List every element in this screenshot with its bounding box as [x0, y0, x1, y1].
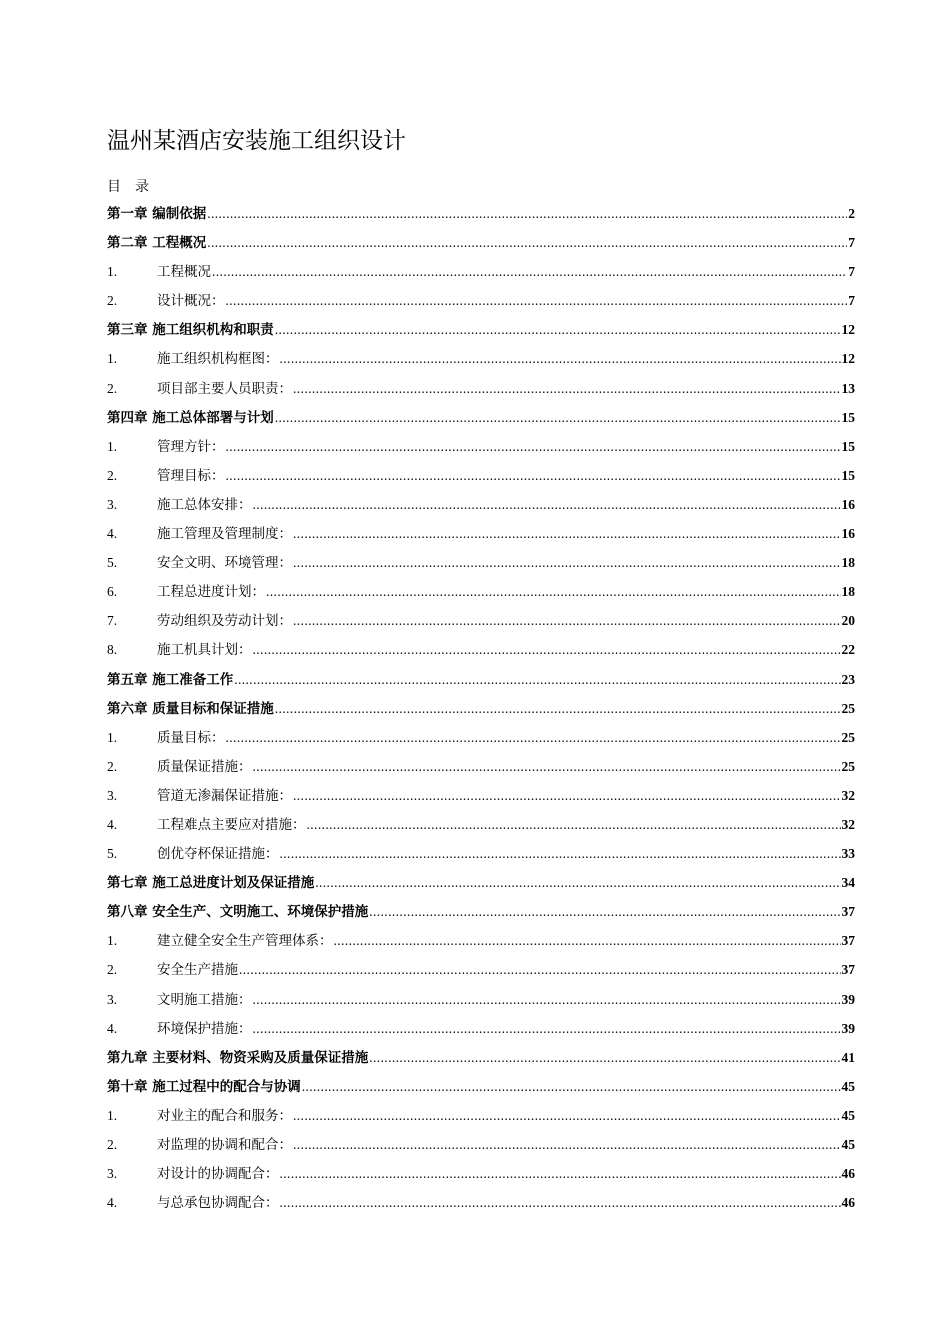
toc-entry-page-number: 45: [841, 1137, 855, 1152]
toc-dot-leader: [275, 403, 841, 432]
toc-entry-page-number: 32: [841, 787, 855, 803]
toc-entry-number: 2.: [107, 962, 118, 978]
toc-section-entry[interactable]: [107, 548, 855, 577]
toc-entry-label: 对业主的配合和服务：: [157, 1107, 292, 1124]
toc-section-entry[interactable]: [107, 1188, 855, 1217]
toc-entry-label: 管理目标：: [157, 467, 225, 484]
toc-entry-label: 安全生产措施: [157, 962, 238, 979]
toc-entry-number: 3.: [107, 787, 118, 803]
toc-chapter-entry[interactable]: [107, 199, 855, 228]
toc-section-entry[interactable]: [107, 577, 855, 606]
toc-entry-page-number: 12: [841, 322, 855, 338]
toc-section-entry[interactable]: [107, 461, 855, 490]
toc-dot-leader: [280, 1188, 841, 1217]
toc-section-entry[interactable]: [107, 723, 855, 752]
toc-section-entry[interactable]: [107, 635, 855, 664]
document-title: 温州某酒店安装施工组织设计: [107, 128, 406, 155]
toc-entry-page-number: 12: [841, 351, 855, 367]
toc-entry-page-number: 18: [841, 584, 855, 600]
toc-entry-page-number: 7: [848, 293, 855, 309]
toc-entry-number: 5.: [107, 846, 118, 862]
toc-entry-label: 工程概况: [157, 264, 211, 281]
toc-entry-page-number: 15: [841, 409, 855, 425]
toc-chapter-entry[interactable]: [107, 897, 855, 926]
toc-chapter-entry[interactable]: [107, 403, 855, 432]
toc-entry-number: 1.: [107, 351, 118, 367]
toc-entry-page-number: 45: [841, 1078, 855, 1094]
toc-section-entry[interactable]: [107, 286, 855, 315]
toc-dot-leader: [253, 1014, 841, 1043]
toc-dot-leader: [212, 257, 847, 286]
toc-dot-leader: [253, 635, 841, 664]
toc-dot-leader: [293, 606, 841, 635]
toc-entry-label: 项目部主要人员职责：: [157, 380, 292, 397]
toc-entry-number: 1.: [107, 438, 118, 454]
toc-entry-page-number: 15: [841, 467, 855, 483]
toc-dot-leader: [207, 199, 847, 228]
toc-dot-leader: [293, 1101, 841, 1130]
toc-entry-number: 1.: [107, 933, 118, 949]
toc-entry-label: 劳动组织及劳动计划：: [157, 613, 292, 630]
toc-entry-page-number: 37: [841, 962, 855, 978]
toc-entry-label: 第二章 工程概况: [107, 235, 207, 252]
toc-entry-page-number: 15: [841, 438, 855, 454]
toc-dot-leader: [293, 519, 841, 548]
toc-section-entry[interactable]: [107, 490, 855, 519]
toc-entry-number: 8.: [107, 642, 118, 658]
toc-entry-number: 3.: [107, 496, 118, 512]
toc-entry-label: 第十章 施工过程中的配合与协调: [107, 1078, 301, 1095]
toc-entry-label: 第六章 质量目标和保证措施: [107, 700, 274, 717]
toc-entry-label: 第三章 施工组织机构和职责: [107, 322, 274, 339]
toc-entry-page-number: 22: [841, 642, 855, 658]
toc-entry-page-number: 33: [841, 846, 855, 862]
toc-entry-label: 建立健全安全生产管理体系：: [157, 933, 333, 950]
toc-entry-label: 第五章 施工准备工作: [107, 671, 234, 688]
toc-section-entry[interactable]: [107, 519, 855, 548]
toc-dot-leader: [280, 344, 841, 373]
toc-dot-leader: [293, 374, 841, 403]
toc-dot-leader: [302, 1072, 841, 1101]
toc-dot-leader: [307, 810, 841, 839]
toc-section-entry[interactable]: [107, 781, 855, 810]
toc-entry-page-number: 37: [841, 933, 855, 949]
toc-entry-number: 1.: [107, 729, 118, 745]
toc-entry-page-number: 46: [841, 1195, 855, 1211]
toc-dot-leader: [275, 694, 841, 723]
toc-entry-page-number: 2: [848, 206, 855, 221]
toc-entry-number: 4.: [107, 1020, 118, 1036]
toc-entry-label: 第八章 安全生产、文明施工、环境保护措施: [107, 904, 369, 921]
toc-dot-leader: [369, 1043, 840, 1072]
toc-entry-page-number: 25: [841, 758, 855, 774]
toc-entry-label: 施工组织机构框图：: [157, 351, 279, 368]
toc-chapter-entry[interactable]: [107, 665, 855, 694]
toc-entry-label: 施工管理及管理制度：: [157, 526, 292, 543]
toc-entry-label: 第七章 施工总进度计划及保证措施: [107, 875, 315, 892]
toc-entry-page-number: 20: [841, 613, 855, 629]
toc-chapter-entry[interactable]: [107, 1072, 855, 1101]
toc-entry-label: 创优夺杯保证措施：: [157, 846, 279, 863]
toc-section-entry[interactable]: [107, 1130, 855, 1159]
toc-entry-label: 与总承包协调配合：: [157, 1195, 279, 1212]
toc-section-entry[interactable]: [107, 344, 855, 373]
toc-entry-page-number: 7: [848, 264, 855, 280]
toc-dot-leader: [253, 985, 841, 1014]
toc-entry-number: 2.: [107, 1137, 118, 1152]
toc-entry-page-number: 37: [841, 904, 855, 920]
toc-dot-leader: [280, 1159, 841, 1188]
toc-entry-page-number: 7: [848, 235, 855, 251]
toc-entry-page-number: 41: [841, 1049, 855, 1065]
toc-dot-leader: [253, 752, 841, 781]
toc-heading: 目 录: [107, 179, 149, 195]
toc-entry-number: 2.: [107, 758, 118, 774]
toc-entry-label: 工程难点主要应对措施：: [157, 816, 306, 833]
toc-entry-label: 文明施工措施：: [157, 991, 252, 1008]
toc-section-entry[interactable]: [107, 1159, 855, 1188]
toc-entry-number: 4.: [107, 816, 118, 832]
toc-dot-leader: [207, 228, 847, 257]
toc-section-entry[interactable]: [107, 955, 855, 984]
toc-dot-leader: [253, 490, 841, 519]
table-of-contents: [107, 199, 855, 1217]
toc-dot-leader: [293, 781, 841, 810]
toc-entry-page-number: 39: [841, 1020, 855, 1036]
toc-dot-leader: [280, 839, 841, 868]
toc-entry-label: 质量保证措施：: [157, 758, 252, 775]
toc-dot-leader: [226, 723, 841, 752]
toc-entry-number: 6.: [107, 584, 118, 600]
toc-section-entry[interactable]: [107, 810, 855, 839]
toc-entry-label: 第四章 施工总体部署与计划: [107, 409, 274, 426]
toc-entry-label: 质量目标：: [157, 729, 225, 746]
toc-section-entry[interactable]: [107, 1101, 855, 1130]
toc-section-entry[interactable]: [107, 606, 855, 635]
toc-entry-page-number: 45: [841, 1107, 855, 1123]
toc-entry-label: 施工机具计划：: [157, 642, 252, 659]
toc-dot-leader: [275, 315, 841, 344]
toc-entry-page-number: 39: [841, 991, 855, 1007]
toc-entry-page-number: 32: [841, 816, 855, 832]
toc-section-entry[interactable]: [107, 374, 855, 403]
toc-dot-leader: [226, 286, 848, 315]
toc-chapter-entry[interactable]: [107, 315, 855, 344]
toc-entry-label: 设计概况：: [157, 293, 225, 310]
toc-entry-number: 3.: [107, 1166, 118, 1182]
toc-section-entry[interactable]: [107, 752, 855, 781]
toc-entry-label: 对设计的协调配合：: [157, 1166, 279, 1183]
toc-entry-label: 管理方针：: [157, 438, 225, 455]
toc-section-entry[interactable]: [107, 839, 855, 868]
toc-entry-page-number: 13: [841, 380, 855, 396]
toc-entry-label: 对监理的协调和配合：: [157, 1137, 292, 1153]
toc-entry-number: 1.: [107, 264, 118, 280]
toc-dot-leader: [266, 577, 841, 606]
toc-section-entry[interactable]: [107, 257, 855, 286]
toc-entry-number: 2.: [107, 293, 118, 309]
toc-entry-page-number: 16: [841, 496, 855, 512]
toc-chapter-entry[interactable]: [107, 228, 855, 257]
toc-dot-leader: [234, 665, 840, 694]
toc-dot-leader: [226, 461, 841, 490]
toc-entry-page-number: 16: [841, 526, 855, 542]
toc-entry-label: 安全文明、环境管理：: [157, 555, 292, 572]
toc-section-entry[interactable]: [107, 1014, 855, 1043]
toc-entry-page-number: 25: [841, 700, 855, 716]
toc-entry-number: 7.: [107, 613, 118, 629]
toc-entry-page-number: 25: [841, 729, 855, 745]
toc-chapter-entry[interactable]: [107, 1043, 855, 1072]
toc-entry-number: 2.: [107, 467, 118, 483]
toc-entry-page-number: 23: [841, 671, 855, 687]
toc-entry-number: 5.: [107, 555, 118, 571]
toc-entry-number: 3.: [107, 991, 118, 1007]
toc-dot-leader: [293, 548, 841, 577]
toc-section-entry[interactable]: [107, 985, 855, 1014]
toc-entry-page-number: 34: [841, 875, 855, 891]
toc-entry-page-number: 46: [841, 1166, 855, 1182]
toc-chapter-entry[interactable]: [107, 868, 855, 897]
toc-section-entry[interactable]: [107, 926, 855, 955]
toc-dot-leader: [334, 926, 841, 955]
toc-entry-number: 4.: [107, 526, 118, 542]
toc-entry-label: 施工总体安排：: [157, 496, 252, 513]
toc-dot-leader: [315, 868, 840, 897]
toc-entry-label: 第一章 编制依据: [107, 206, 207, 222]
toc-entry-label: 环境保护措施：: [157, 1020, 252, 1037]
toc-section-entry[interactable]: [107, 432, 855, 461]
toc-entry-label: 工程总进度计划：: [157, 584, 265, 601]
toc-entry-number: 1.: [107, 1107, 118, 1123]
toc-dot-leader: [293, 1130, 841, 1159]
toc-entry-page-number: 18: [841, 555, 855, 571]
toc-entry-number: 4.: [107, 1195, 118, 1211]
toc-dot-leader: [239, 955, 841, 984]
toc-entry-number: 2.: [107, 380, 118, 396]
toc-entry-label: 第九章 主要材料、物资采购及质量保证措施: [107, 1049, 369, 1066]
toc-dot-leader: [226, 432, 841, 461]
toc-dot-leader: [369, 897, 840, 926]
toc-entry-label: 管道无渗漏保证措施：: [157, 787, 292, 804]
toc-chapter-entry[interactable]: [107, 694, 855, 723]
